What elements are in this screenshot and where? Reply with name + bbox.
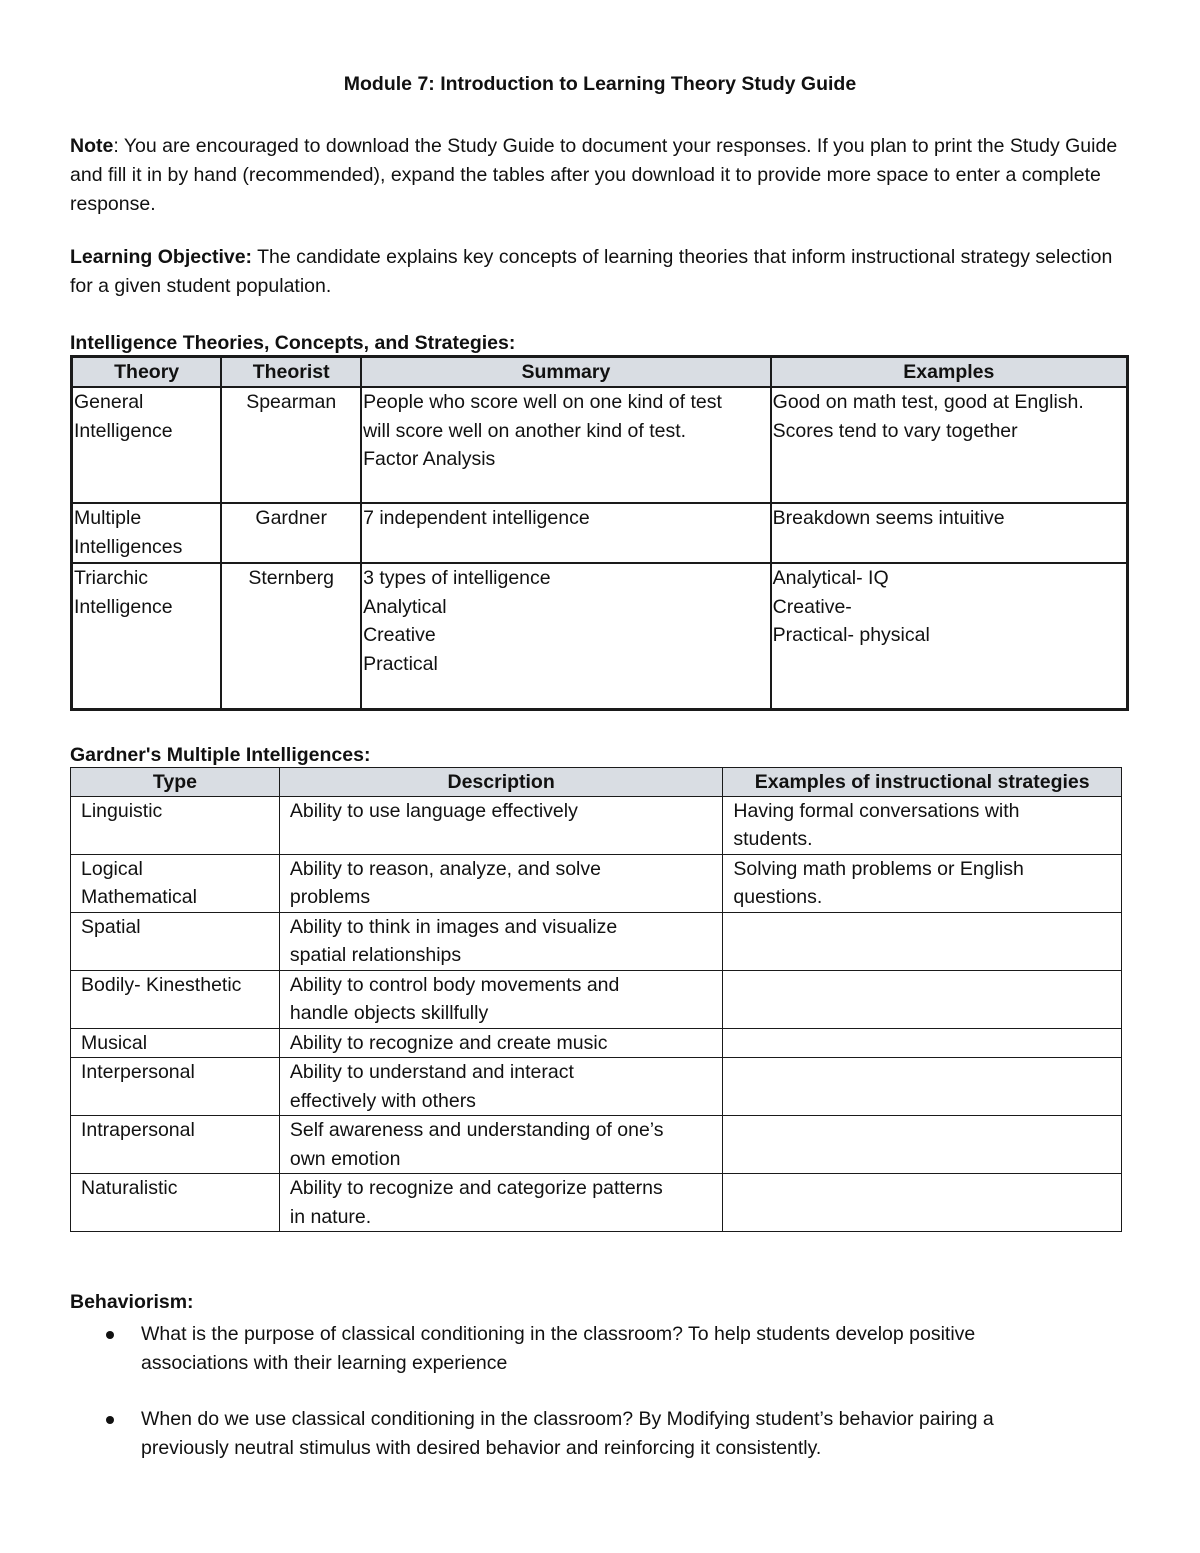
header-description: Description: [279, 767, 723, 796]
examples-line: Analytical- IQ: [772, 567, 889, 589]
summary-line: Analytical: [363, 595, 447, 618]
type-line: Intrapersonal: [81, 1119, 195, 1141]
behaviorism-heading: Behaviorism:: [70, 1291, 194, 1313]
description-cell: [279, 912, 723, 970]
theory-cell: [72, 563, 222, 709]
type-cell: [71, 854, 280, 912]
type-cell: [71, 1028, 280, 1058]
description-line: Ability to control body movements and: [289, 973, 620, 996]
description-cell: [279, 1028, 723, 1058]
summary-line: People who score well on one kind of test: [363, 391, 722, 413]
description-line: Ability to understand and interact: [289, 1061, 574, 1083]
strategy-cell[interactable]: [723, 1174, 1122, 1232]
intelligence-row: [72, 387, 1128, 503]
description-line: spatial relationships: [289, 944, 462, 966]
summary-cell: [361, 387, 771, 503]
type-line: Naturalistic: [81, 1177, 178, 1199]
gardner-row: [71, 796, 1122, 854]
examples-line: Creative-: [772, 595, 852, 618]
intelligence-header-row: [72, 357, 1128, 388]
objective-paragraph: [70, 243, 1130, 301]
gardner-heading: Gardner's Multiple Intelligences:: [70, 743, 371, 766]
description-line: problems: [289, 886, 371, 908]
summary-line: Practical: [363, 652, 438, 675]
examples-cell: [771, 503, 1128, 563]
description-line: Self awareness and understanding of one’s: [289, 1119, 664, 1141]
type-line: Linguistic: [81, 799, 163, 822]
strategy-cell[interactable]: [723, 970, 1122, 1028]
gardner-header-row: [71, 767, 1122, 796]
note-label: Note: [70, 135, 114, 157]
bullet-text-line: associations with their learning experience: [141, 1351, 508, 1374]
bullet-item: [70, 1320, 1130, 1377]
examples-line: Scores tend to vary together: [772, 419, 1018, 442]
intelligence-row: [72, 563, 1128, 709]
strategy-cell[interactable]: [723, 854, 1122, 912]
gardner-row: [71, 854, 1122, 912]
description-cell: [279, 1174, 723, 1232]
strategy-cell[interactable]: [723, 1116, 1122, 1174]
objective-text: The candidate explains key concepts of learning theories that inform instructional strategy selection for a given student population.: [70, 246, 1113, 297]
gardner-row: [71, 1116, 1122, 1174]
examples-line: Breakdown seems intuitive: [772, 507, 1005, 529]
theorist-cell: Sternberg: [221, 563, 361, 709]
gardner-row: [71, 970, 1122, 1028]
description-cell: [279, 970, 723, 1028]
examples-line: Practical- physical: [772, 624, 930, 646]
strategy-cell[interactable]: [723, 912, 1122, 970]
header-theorist: Theorist: [221, 357, 361, 388]
type-line: Mathematical: [81, 886, 197, 908]
type-line: Logical: [81, 857, 143, 880]
description-cell: [279, 796, 723, 854]
description-line: Ability to recognize and create music: [289, 1031, 608, 1054]
gardner-row: [71, 1028, 1122, 1058]
examples-cell: [771, 563, 1128, 709]
header-type: Type: [71, 767, 280, 796]
objective-label: Learning Objective:: [70, 246, 253, 268]
description-cell: [279, 1058, 723, 1116]
header-strategies: Examples of instructional strategies: [723, 767, 1122, 796]
strategy-cell[interactable]: [723, 1058, 1122, 1116]
theorist-cell: Gardner: [221, 503, 361, 563]
type-line: Musical: [81, 1031, 148, 1054]
type-cell: [71, 970, 280, 1028]
bullet-text-line: What is the purpose of classical conditioning in the classroom? To help students develop positive: [141, 1323, 976, 1345]
description-line: effectively with others: [289, 1089, 476, 1112]
gardner-table: [70, 767, 1122, 1233]
type-line: Interpersonal: [81, 1061, 195, 1083]
bullet-icon: [106, 1331, 114, 1339]
behaviorism-list: [70, 1320, 1130, 1462]
description-cell: [279, 854, 723, 912]
summary-line: 3 types of intelligence: [363, 567, 551, 589]
summary-line: Factor Analysis: [363, 448, 496, 470]
theory-line: General: [74, 391, 144, 413]
description-line: Ability to recognize and categorize patterns: [289, 1177, 663, 1199]
theory-line: Triarchic: [74, 567, 149, 589]
bullet-icon: [106, 1416, 114, 1424]
bullet-item: [70, 1405, 1130, 1462]
theory-line: Intelligence: [74, 595, 173, 618]
strategy-line: students.: [733, 828, 813, 850]
bullet-text-line: When do we use classical conditioning in the classroom? By Modifying student’s behavior pairing a: [141, 1408, 994, 1430]
summary-cell: [361, 503, 771, 563]
strategy-line: questions.: [733, 886, 823, 908]
theory-cell: [72, 387, 222, 503]
theory-line: Multiple: [74, 507, 142, 529]
theory-line: Intelligence: [74, 419, 173, 442]
type-cell: [71, 1174, 280, 1232]
examples-cell: [771, 387, 1128, 503]
type-line: Spatial: [81, 915, 141, 938]
intelligence-heading: Intelligence Theories, Concepts, and Strategies:: [70, 332, 516, 354]
header-theory: Theory: [72, 357, 222, 388]
description-line: Ability to reason, analyze, and solve: [289, 857, 601, 880]
description-line: Ability to think in images and visualize: [289, 915, 618, 938]
strategy-line: Having formal conversations with: [733, 799, 1020, 822]
description-line: own emotion: [289, 1147, 401, 1170]
type-cell: [71, 912, 280, 970]
note-text: : You are encouraged to download the Study Guide to document your responses. If you plan to print the Study Guide and fill it in by hand (recommended), expand the tables after you download it to provide more space to enter a complete response.: [70, 135, 1118, 215]
type-line: Bodily- Kinesthetic: [81, 973, 242, 996]
gardner-row: [71, 1058, 1122, 1116]
gardner-row: [71, 912, 1122, 970]
theory-line: Intelligences: [74, 535, 183, 558]
summary-cell: [361, 563, 771, 709]
study-guide-page: [70, 66, 1130, 1490]
header-summary: Summary: [361, 357, 771, 388]
summary-line: Creative: [363, 624, 436, 646]
strategy-line: Solving math problems or English: [733, 857, 1024, 880]
theory-cell: [72, 503, 222, 563]
examples-line: Good on math test, good at English.: [772, 391, 1084, 413]
type-cell: [71, 796, 280, 854]
strategy-cell[interactable]: [723, 796, 1122, 854]
type-cell: [71, 1058, 280, 1116]
gardner-row: [71, 1174, 1122, 1232]
intelligence-table: [70, 355, 1129, 711]
summary-line: will score well on another kind of test.: [363, 419, 687, 442]
description-line: handle objects skillfully: [289, 1002, 489, 1024]
bullet-text-line: previously neutral stimulus with desired behavior and reinforcing it consistently.: [141, 1436, 822, 1459]
description-cell: [279, 1116, 723, 1174]
description-line: Ability to use language effectively: [289, 799, 578, 822]
theorist-cell: Spearman: [221, 387, 361, 503]
description-line: in nature.: [289, 1205, 372, 1228]
type-cell: [71, 1116, 280, 1174]
intelligence-row: [72, 503, 1128, 563]
header-examples: Examples: [771, 357, 1128, 388]
summary-line: 7 independent intelligence: [363, 507, 590, 529]
note-paragraph: [70, 132, 1130, 219]
strategy-cell[interactable]: [723, 1028, 1122, 1058]
page-title: Module 7: Introduction to Learning Theory Study Guide: [343, 73, 857, 95]
